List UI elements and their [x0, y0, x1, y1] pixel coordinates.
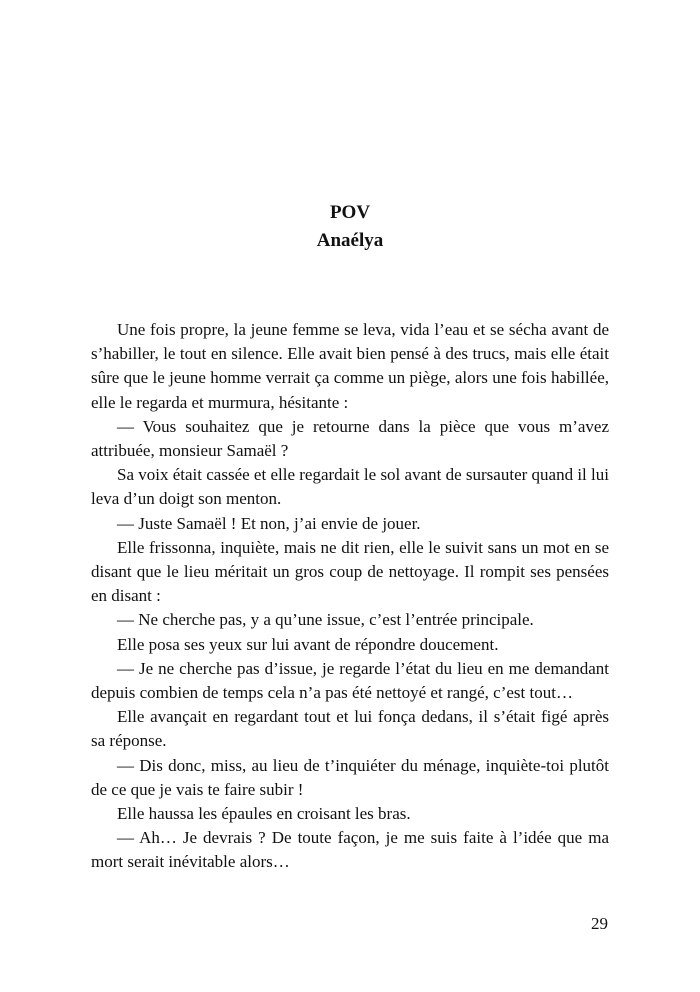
- paragraph: Sa voix était cassée et elle regardait le sol avant de sursauter quand il lui leva d’un doigt son menton.: [91, 465, 609, 509]
- paragraph: Elle posa ses yeux sur lui avant de répondre doucement.: [117, 634, 499, 654]
- paragraph: — Dis donc, miss, au lieu de t’inquiéter du ménage, inquiète-toi plutôt de ce que je vais te faire subir !: [91, 755, 609, 799]
- paragraph: Elle haussa les épaules en croisant les bras.: [117, 804, 411, 824]
- body-text: [91, 318, 609, 875]
- paragraph: — Juste Samaël ! Et non, j’ai envie de jouer.: [117, 513, 421, 533]
- chapter-subtitle: Anaélya: [316, 230, 384, 251]
- paragraph: Elle frissonna, inquiète, mais ne dit rien, elle le suivit sans un mot en se disant que le lieu méritait un gros coup de nettoyage. Il rompit ses pensées en disant :: [91, 537, 609, 606]
- paragraph: Elle avançait en regardant tout et lui fonça dedans, il s’était figé après sa réponse.: [91, 707, 609, 751]
- page-number: 29: [591, 914, 608, 933]
- paragraph: — Ah… Je devrais ? De toute façon, je me suis faite à l’idée que ma mort serait inévitable alors…: [91, 828, 609, 872]
- paragraph: — Ne cherche pas, y a qu’une issue, c’est l’entrée principale.: [117, 610, 534, 630]
- chapter-title: POV: [329, 202, 371, 223]
- paragraph: — Je ne cherche pas d’issue, je regarde l’état du lieu en me demandant depuis combien de temps cela n’a pas été nettoyé et rangé, c’est tout…: [91, 658, 609, 703]
- paragraph: — Vous souhaitez que je retourne dans la pièce que vous m’avez attribuée, monsieur Samaël ?: [91, 416, 609, 461]
- paragraph: Une fois propre, la jeune femme se leva, vida l’eau et se sécha avant de s’habiller, le tout en silence. Elle avait bien pensé à des trucs, mais elle était sûre que le jeune homme verrait ça comme un piège, alors une fois habillée, elle le regarda et murmura, hésitante :: [91, 320, 609, 412]
